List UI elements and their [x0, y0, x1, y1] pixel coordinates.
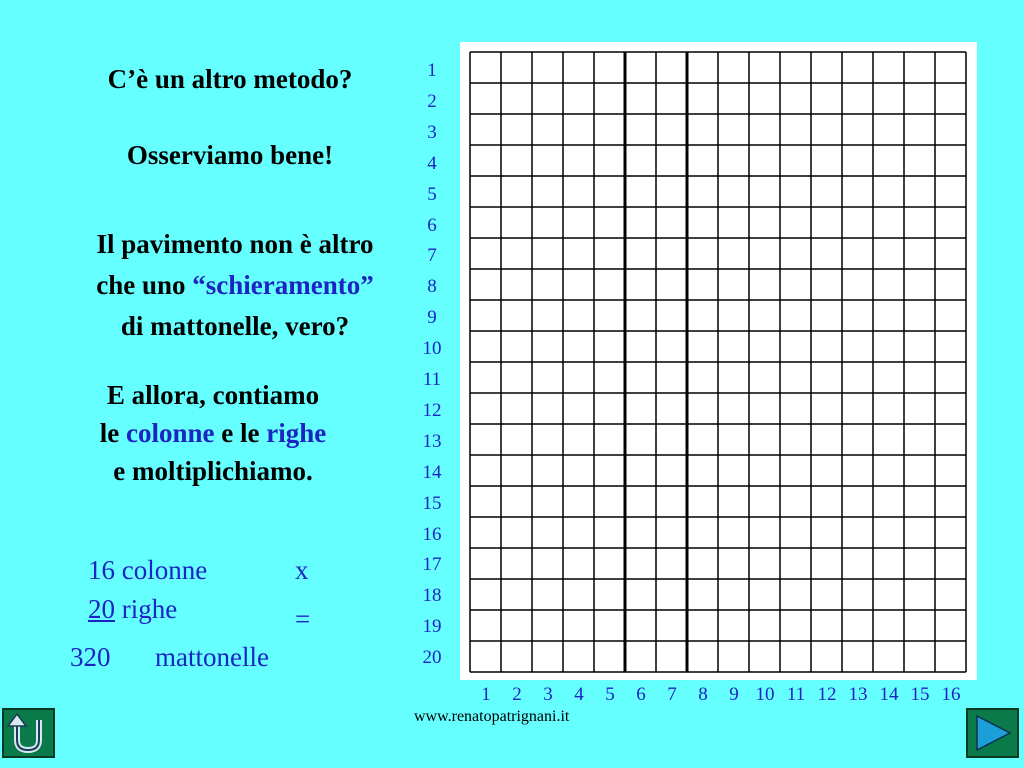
row-label: 3 — [427, 121, 437, 143]
rows-word: righe — [121, 594, 178, 624]
column-label: 6 — [636, 684, 646, 705]
row-label: 18 — [422, 585, 442, 607]
schieramento-highlight: “schieramento” — [192, 270, 374, 300]
explanation-paragraph — [40, 224, 430, 347]
rows-count — [88, 594, 177, 625]
row-label: 10 — [422, 338, 442, 360]
instruction-line-1: E allora, contiamo — [106, 380, 320, 410]
footer-url[interactable]: www.renatopatrignani.it — [414, 708, 570, 725]
row-label: 4 — [427, 152, 437, 174]
rows-number: 20 — [88, 594, 115, 624]
columns-word: colonne — [121, 555, 208, 585]
row-label: 20 — [422, 647, 442, 669]
explanation-line-2-prefix: che uno — [96, 270, 193, 300]
instruction-e-le: e le — [214, 418, 267, 448]
row-label: 9 — [427, 307, 437, 329]
row-label: 16 — [422, 523, 442, 545]
next-button[interactable] — [966, 708, 1019, 758]
column-label: 2 — [512, 684, 522, 705]
instruction-le: le — [99, 418, 126, 448]
column-label: 14 — [879, 684, 899, 705]
row-label: 11 — [422, 369, 442, 390]
question-heading: C’è un altro metodo? — [107, 64, 353, 94]
row-label: 7 — [427, 245, 437, 267]
instruction-line-3: e moltiplichiamo. — [113, 456, 313, 486]
row-label: 17 — [422, 554, 442, 576]
row-label: 15 — [422, 492, 442, 514]
result-number: 320 — [70, 642, 111, 672]
column-label: 11 — [786, 684, 806, 705]
instruction-paragraph — [40, 376, 386, 490]
times-sign: x — [295, 555, 309, 585]
righe-highlight: righe — [266, 418, 327, 448]
columns-count — [88, 555, 207, 586]
result-word: mattonelle — [155, 642, 269, 672]
columns-number: 16 — [88, 555, 115, 585]
row-label: 1 — [427, 60, 437, 81]
column-label: 7 — [667, 684, 677, 705]
observe-heading: Osserviamo bene! — [126, 140, 334, 170]
column-label: 12 — [817, 684, 837, 705]
column-label: 10 — [755, 684, 775, 705]
explanation-line-2 — [40, 265, 430, 306]
column-label: 15 — [910, 684, 930, 705]
column-label: 8 — [698, 684, 708, 705]
row-label: 6 — [427, 214, 437, 236]
back-button[interactable] — [2, 708, 55, 758]
row-label: 8 — [427, 276, 437, 298]
row-label: 19 — [422, 616, 442, 638]
colonne-highlight: colonne — [126, 418, 215, 448]
explanation-line-1: Il pavimento non è altro — [96, 229, 374, 259]
play-next-icon — [968, 710, 1017, 756]
row-label: 5 — [427, 183, 437, 205]
row-label: 13 — [422, 430, 442, 452]
equals-sign: = — [295, 604, 311, 634]
tile-grid-panel — [460, 42, 977, 680]
row-label: 12 — [422, 399, 442, 421]
u-turn-back-icon — [4, 710, 53, 756]
column-label: 5 — [605, 684, 615, 705]
explanation-line-3: di mattonelle, vero? — [120, 311, 350, 341]
column-label: 13 — [848, 684, 868, 705]
column-label: 16 — [941, 684, 961, 705]
row-label: 14 — [422, 461, 442, 483]
column-label: 4 — [574, 684, 584, 705]
instruction-line-2 — [40, 414, 386, 452]
row-label: 2 — [427, 90, 437, 112]
column-label: 3 — [543, 684, 553, 705]
column-label: 9 — [729, 684, 739, 705]
column-label: 1 — [481, 684, 491, 705]
tile-grid — [460, 42, 977, 680]
